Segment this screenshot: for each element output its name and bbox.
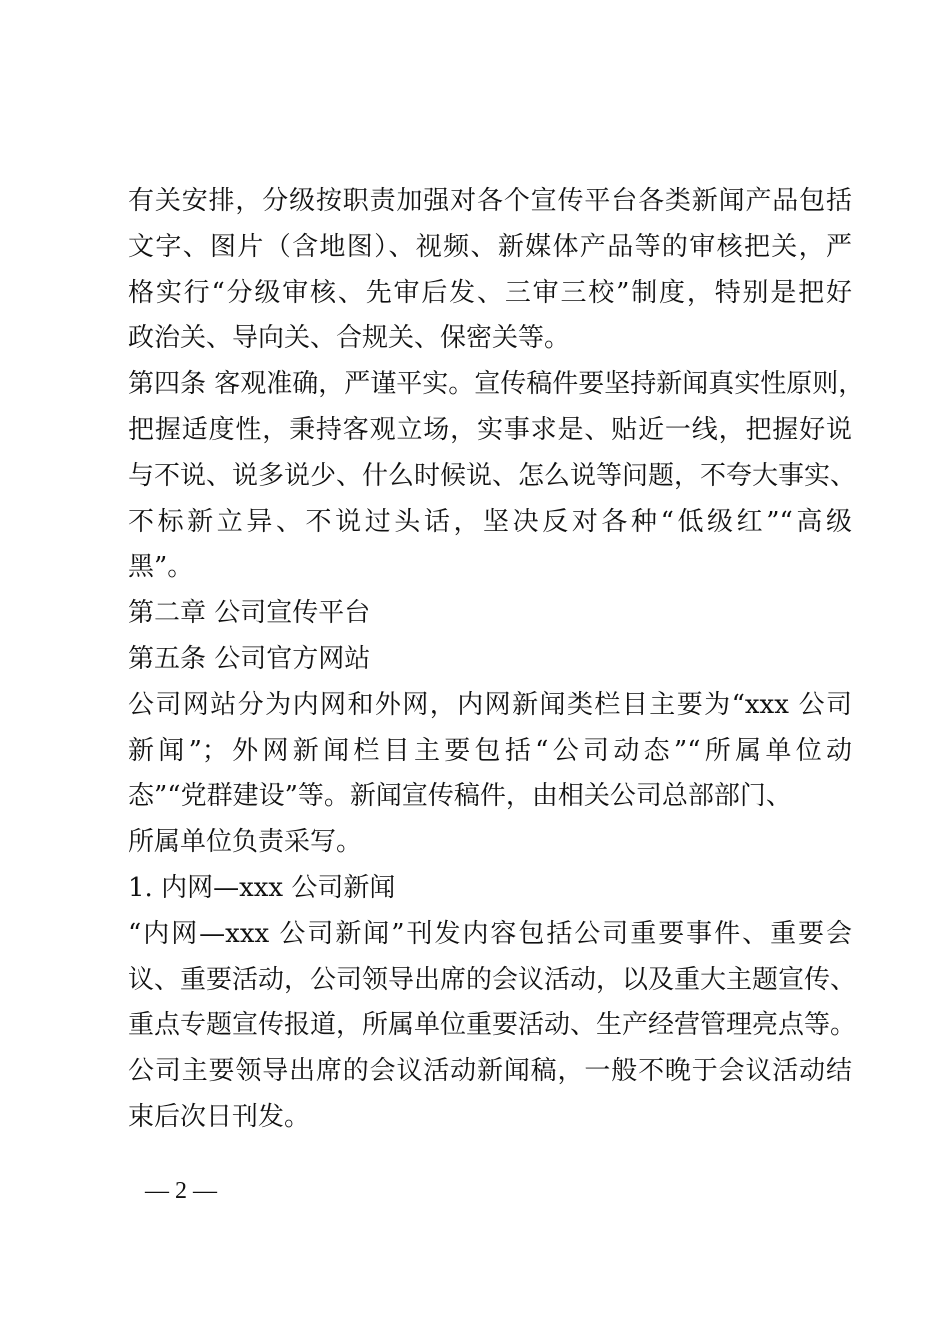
article-4-line-3: 与不说、说多说少、什么时候说、怎么说等问题，不夸大事实、 [128, 460, 857, 491]
website-para-line-4: 所属单位负责采写。 [128, 827, 363, 858]
body-line-3: 格实行“分级审核、先审后发、三审三校”制度，特别是把好 [128, 277, 852, 308]
body-line-4: 政治关、导向关、合规关、保密关等。 [128, 323, 571, 354]
intranet-para-line-3: 重点专题宣传报道，所属单位重要活动、生产经营管理亮点等。 [128, 1010, 857, 1041]
document-body [128, 179, 865, 1141]
body-line-1: 有关安排，分级按职责加强对各个宣传平台各类新闻产品包括 [128, 186, 852, 216]
article-4-line-5: 黑”。 [128, 552, 194, 583]
website-para-line-3: 态”“党群建设”等。新闻宣传稿件，由相关公司总部部门、 [128, 781, 792, 812]
article-4-line-4: 不标新立异、不说过头话，坚决反对各种“低级红”“高级 [128, 506, 852, 537]
page-number: — 2 — [145, 1178, 217, 1204]
section-1-heading: 1. 内网—xxx 公司新闻 [128, 872, 396, 903]
intranet-para-line-5: 束后次日刊发。 [128, 1101, 311, 1132]
intranet-para-line-2: 议、重要活动，公司领导出席的会议活动，以及重大主题宣传、 [128, 964, 857, 995]
body-line-2: 文字、图片（含地图）、视频、新媒体产品等的审核把关，严 [128, 231, 852, 262]
chapter-2-heading: 第二章 公司宣传平台 [128, 598, 371, 629]
article-4-line-1: 第四条 客观准确，严谨平实。宣传稿件要坚持新闻真实性原则， [128, 369, 865, 400]
intranet-para-line-4: 公司主要领导出席的会议活动新闻稿，一般不晚于会议活动结 [128, 1056, 852, 1087]
website-para-line-2: 新闻”；外网新闻栏目主要包括“公司动态”“所属单位动 [128, 735, 852, 766]
intranet-para-line-1: “内网—xxx 公司新闻”刊发内容包括公司重要事件、重要会 [128, 918, 852, 949]
website-para-line-1: 公司网站分为内网和外网，内网新闻类栏目主要为“xxx 公司 [128, 689, 852, 720]
article-4-line-2: 把握适度性，秉持客观立场，实事求是、贴近一线，把握好说 [128, 414, 852, 445]
article-5-heading: 第五条 公司官方网站 [128, 643, 371, 674]
